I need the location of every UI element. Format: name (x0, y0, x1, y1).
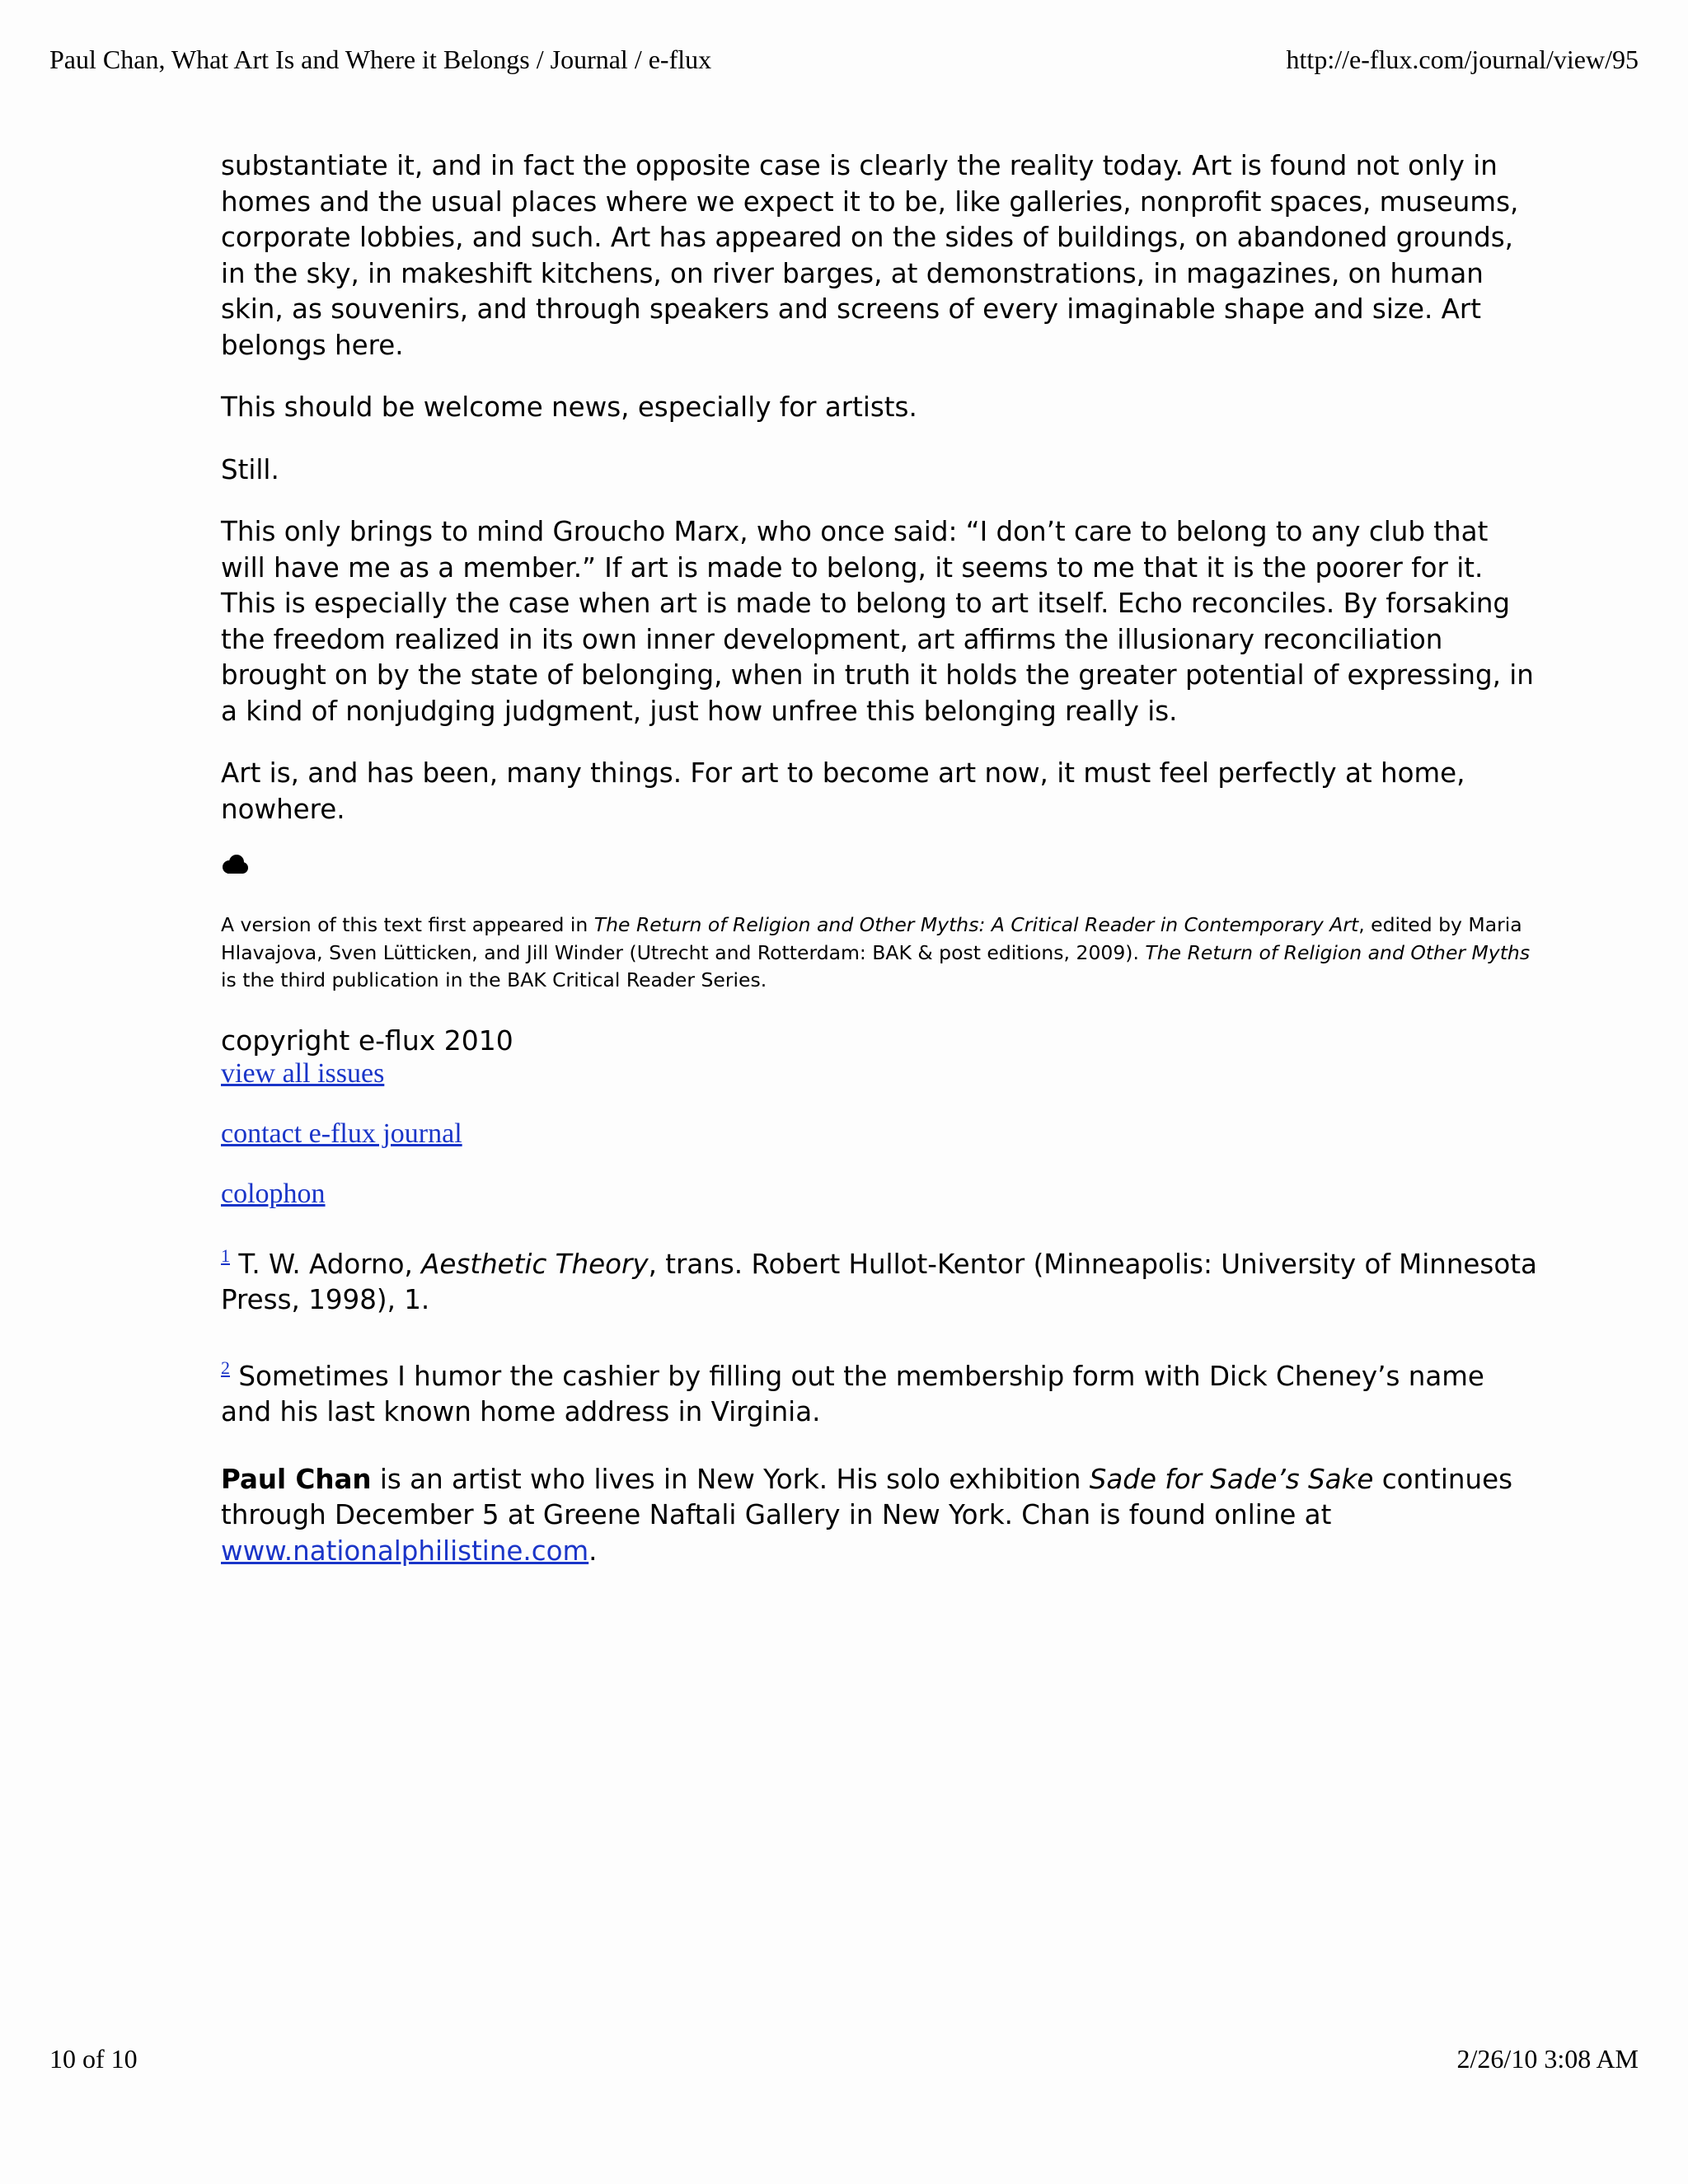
article-content (221, 148, 1540, 1569)
author-website-link[interactable]: www.nationalphilistine.com (221, 1535, 589, 1567)
view-all-issues-link[interactable]: view all issues (221, 1057, 385, 1089)
article-paragraph-2: This should be welcome news, especially for artists. (221, 391, 917, 423)
author-name: Paul Chan (221, 1463, 372, 1495)
print-footer (49, 2042, 1639, 2075)
footnote-2-number[interactable]: 2 (221, 1357, 230, 1378)
copyright-text: copyright e-flux 2010 (221, 1024, 513, 1057)
article-paragraph-4: This only brings to mind Groucho Marx, who once said: “I don’t care to belong to any club that will have me as a member.” If art is made to belong, it seems to me that it is the poorer for it. This is especially the case when art is made to belong to art itself. Echo reconciles. By forsaking the freedom realized in its own inner development, art affirms the illusionary reconciliation brought on by the state of belonging, when in truth it holds the greater potential of expressing, in a kind of nonjudging judgment, just how unfree this belonging really is. (221, 516, 1534, 727)
colophon-row (221, 1178, 1540, 1211)
colophon-link[interactable]: colophon (221, 1178, 326, 1209)
article-paragraph-1: substantiate it, and in fact the opposite case is clearly the reality today. Art is found not only in homes and the usual places where we expect it to be, like galleries, nonprofit spaces, museums, corporate lobbies, and such. Art has appeared on the sides of buildings, on abandoned grounds, in the sky, in makeshift kitchens, on river barges, at demonstrations, in magazines, on human skin, as souvenirs, and through speakers and screens of every imaginable shape and size. Art belongs here. (221, 150, 1519, 361)
view-all-issues-row (221, 1057, 1540, 1090)
note-text-2: , edited by Maria Hlavajova, Sven Lütticken, and Jill Winder (Utrecht and Rotterdam: BAK & post editions, 2009). (221, 913, 1522, 964)
article-paragraph-3: Still. (221, 453, 279, 485)
bio-text-3: . (588, 1535, 598, 1567)
contact-journal-link[interactable]: contact e-flux journal (221, 1118, 462, 1149)
contact-row (221, 1118, 1540, 1151)
page-url: http://e-flux.com/journal/view/95 (1286, 45, 1639, 74)
footnote-1-title: Aesthetic Theory (421, 1248, 649, 1280)
bio-text-1: is an artist who lives in New York. His solo exhibition (371, 1463, 1090, 1495)
note-title-1: The Return of Religion and Other Myths: A Critical Reader in Contemporary Art (593, 913, 1359, 936)
footnote-2 (221, 1350, 1540, 1431)
footnote-1-text-b: , trans. Robert Hullot-Kentor (Minneapolis: University of Minnesota Press, 1998), 1. (221, 1248, 1537, 1315)
note-text-3: is the third publication in the BAK Critical Reader Series. (221, 968, 767, 991)
note-text-1: A version of this text first appeared in (221, 913, 594, 936)
print-datetime: 2/26/10 3:08 AM (1456, 2044, 1639, 2074)
page-title: Paul Chan, What Art Is and Where it Belongs / Journal / e-flux (49, 45, 712, 74)
bio-text-2: continues through December 5 at Greene Naftali Gallery in New York. Chan is found online at (221, 1463, 1512, 1530)
footnote-1-text-a: T. W. Adorno, (230, 1248, 422, 1280)
footnote-1 (221, 1238, 1540, 1319)
footnote-2-text: Sometimes I humor the cashier by filling out the membership form with Dick Cheney’s name and his last known home address in Virginia. (221, 1360, 1484, 1427)
article-paragraph-5: Art is, and has been, many things. For art to become art now, it must feel perfectly at home, nowhere. (221, 757, 1465, 825)
exhibition-title: Sade for Sade’s Sake (1089, 1463, 1374, 1495)
cloud-icon (221, 854, 1540, 877)
note-title-2: The Return of Religion and Other Myths (1145, 940, 1531, 964)
publication-note (221, 912, 1540, 995)
print-header (49, 43, 1639, 76)
footnote-1-number[interactable]: 1 (221, 1244, 230, 1266)
page-number: 10 of 10 (49, 2044, 138, 2074)
author-bio (221, 1462, 1540, 1570)
